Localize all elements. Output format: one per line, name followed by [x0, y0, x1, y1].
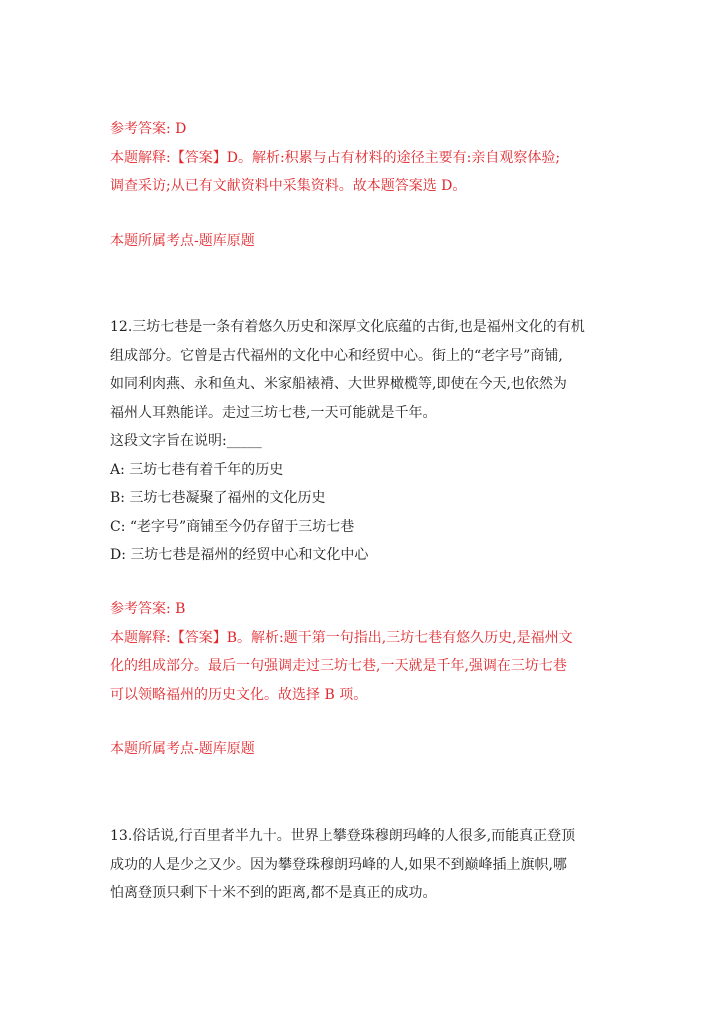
question-block-13 — [110, 822, 620, 908]
answer-block-11 — [110, 115, 620, 201]
source-line: 本题所属考点-题库原题 — [110, 741, 255, 757]
option-a: A: 三坊七巷有着千年的历史 — [110, 461, 284, 478]
question-stem-line: 12.三坊七巷是一条有着悠久历史和深厚文化底蕴的古街,也是福州文化的有机 — [110, 319, 585, 335]
option-b: B: 三坊七巷凝聚了福州的文化历史 — [110, 490, 326, 506]
option-c: C: “老字号”商铺至今仍存留于三坊七巷 — [110, 518, 355, 535]
question-block-12 — [110, 313, 620, 570]
answer-block-12 — [110, 595, 620, 709]
question-stem-line: 如同利肉燕、永和鱼丸、米家船裱褙、大世界橄榄等,即使在今天,也依然为 — [110, 376, 567, 392]
question-prompt: 这段文字旨在说明:_____ — [110, 433, 262, 449]
explanation-line: 调查采访;从已有文献资料中采集资料。故本题答案选 D。 — [110, 178, 467, 194]
question-stem-line: 福州人耳熟能详。走过三坊七巷,一天可能就是千年。 — [110, 404, 437, 421]
answer-line: 参考答案: B — [110, 601, 186, 617]
explanation-line: 本题解释:【答案】B。解析:题干第一句指出,三坊七巷有悠久历史,是福州文 — [110, 629, 573, 646]
explanation-line: 可以领略福州的历史文化。故选择 B 项。 — [110, 686, 368, 703]
question-stem-line: 13.俗话说,行百里者半九十。世界上攀登珠穆朗玛峰的人很多,而能真正登顶 — [110, 828, 576, 844]
source-11 — [110, 227, 620, 256]
source-line: 本题所属考点-题库原题 — [110, 233, 255, 249]
explanation-line: 本题解释:【答案】D。解析:积累与占有材料的途径主要有:亲自观察体验; — [110, 149, 561, 166]
source-12 — [110, 735, 620, 764]
question-stem-line: 成功的人是少之又少。因为攀登珠穆朗玛峰的人,如果不到巅峰插上旗帜,哪 — [110, 856, 567, 873]
option-d: D: 三坊七巷是福州的经贸中心和文化中心 — [110, 547, 369, 563]
question-stem-line: 组成部分。它曾是古代福州的文化中心和经贸中心。街上的“老字号”商铺, — [110, 347, 563, 364]
answer-line: 参考答案: D — [110, 121, 187, 137]
question-stem-line: 怕离登顶只剩下十米不到的距离,都不是真正的成功。 — [110, 885, 437, 901]
explanation-line: 化的组成部分。最后一句强调走过三坊七巷,一天就是千年,强调在三坊七巷 — [110, 658, 567, 674]
